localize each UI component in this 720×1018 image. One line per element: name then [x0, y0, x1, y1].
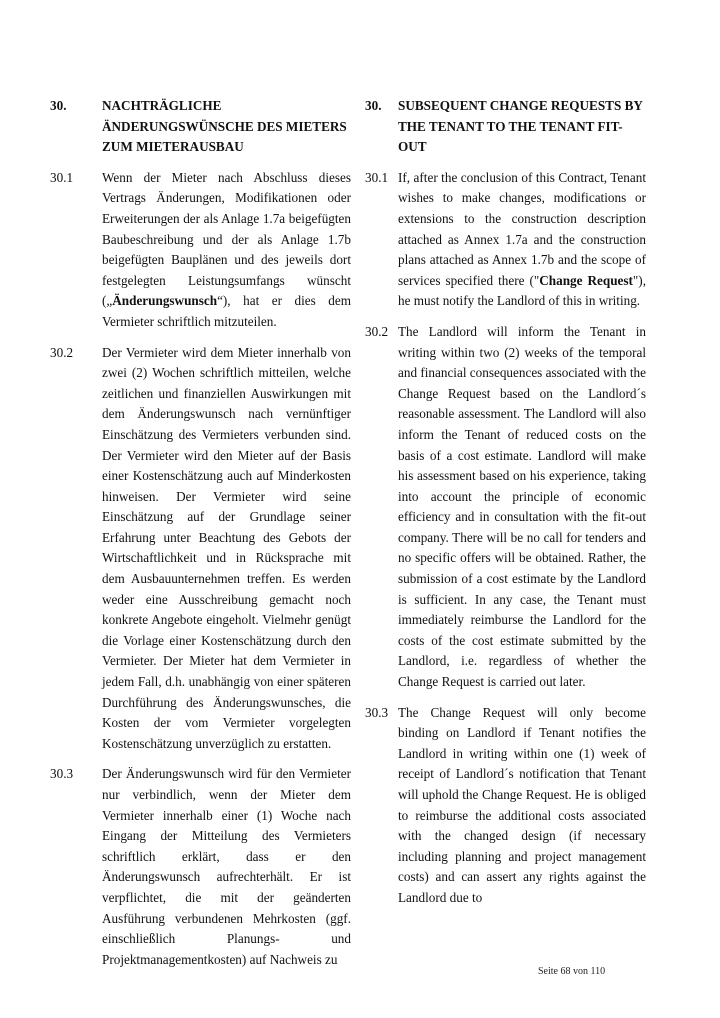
clause-30-2-en	[365, 322, 646, 693]
clause-text-part: "), he must notify the Landlord of this in writing.	[398, 272, 646, 309]
english-column	[365, 96, 646, 919]
section-title: SUBSEQUENT CHANGE REQUESTS BY THE TENANT TO THE TENANT FIT-OUT	[398, 98, 643, 155]
section-number: 30.	[365, 98, 382, 113]
clause-30-1-de	[50, 168, 351, 333]
clause-number: 30.1	[365, 169, 389, 185]
clause-30-2-de	[50, 343, 351, 755]
clause-text	[398, 168, 646, 312]
page-number: Seite 68 von 110	[538, 966, 606, 977]
section-title: NACHTRÄGLICHE ÄNDERUNGSWÜNSCHE DES MIETERS ZUM MIETERAUSBAU	[102, 98, 347, 155]
clause-30-3-en	[365, 703, 646, 909]
clause-number: 30.3	[365, 704, 389, 720]
clause-text	[102, 168, 351, 333]
clause-30-3-de	[50, 764, 351, 970]
clause-text-part: “), hat er dies dem Vermieter schriftlich mitzuteilen.	[102, 293, 351, 329]
clause-text: The Change Request will only become binding on Landlord if Tenant notifies the Landlord in writing within one (1) week of receipt of Landlord´s notification that Tenant will uphold the Change Request. He is obliged to reimburse the additional costs associated with the changed design (if necessary including planning and project management costs) and can assert any rights against the Landlord due to	[398, 704, 646, 905]
clause-number: 30.2	[50, 344, 74, 360]
clause-30-1-en	[365, 168, 646, 312]
section-number: 30.	[50, 98, 67, 113]
section-heading-de	[50, 96, 351, 158]
clause-number: 30.1	[50, 169, 74, 185]
german-column	[50, 96, 351, 980]
defined-term: Änderungswunsch	[112, 293, 218, 309]
defined-term: Change Request	[539, 272, 633, 288]
clause-text-part: Wenn der Mieter nach Abschluss dieses Vertrags Änderungen, Modifikationen oder Erweiterungen der als Anlage 1.7a beigefügten Baubeschreibung und der als Anlage 1.7b beigefügten Bauplänen und des jeweils dort festgelegten Leistungsumfangs wünscht („	[102, 169, 351, 309]
clause-text: Der Änderungswunsch wird für den Vermieter nur verbindlich, wenn der Mieter dem Vermieter innerhalb einer (1) Woche nach Eingang der Mitteilung des Vermieters schriftlich erklärt, dass er den Änderungswunsch aufrechterhält. Er ist verpflichtet, die mit der geänderten Ausführung verbundenen Mehrkosten (ggf. einschließlich Planungs- und Projektmanagementkosten) auf Nachweis zu	[102, 766, 351, 967]
clause-text: Der Vermieter wird dem Mieter innerhalb von zwei (2) Wochen schriftlich mitteilen, welche zeitlichen und finanziellen Auswirkungen mit dem Änderungswunsch nach vernünftiger Einschätzung des Vermieters verbunden sind. Der Vermieter wird den Mieter auf der Basis einer Kostenschätzung auch auf Minderkosten hinweisen. Der Vermieter wird seine Einschätzung auf der Grundlage seiner Erfahrung unter Beachtung des Gebots der Wirtschaftlichkeit und in Rücksprache mit dem Ausbauunternehmen treffen. Es werden weder eine Ausschreibung gemacht noch konkrete Angebote eingeholt. Vielmehr genügt die Vorlage einer Kostenschätzung durch den Vermieter. Der Mieter hat dem Vermieter in jedem Fall, d.h. unabhängig von einer späteren Durchführung des Änderungswunsches, die Kosten der vom Vermieter vorgelegten Kostenschätzung unverzüglich zu erstatten.	[102, 344, 351, 751]
clause-number: 30.3	[50, 766, 74, 782]
clause-text: The Landlord will inform the Tenant in writing within two (2) weeks of the temporal and financial consequences associated with the Change Request based on the Landlord´s reasonable assessment. The Landlord will also inform the Tenant of reduced costs on the basis of a cost estimate. Landlord will make his assessment based on his experience, taking into account the principle of economic efficiency and in consultation with the fit-out company. There will be no call for tenders and no specific offers will be obtained. Rather, the submission of a cost estimate by the Landlord is sufficient. In any case, the Tenant must immediately reimburse the Landlord for the costs of the cost estimate submitted by the Landlord, i.e. regardless of whether the Change Request is carried out later.	[398, 323, 646, 690]
clause-number: 30.2	[365, 323, 389, 339]
clause-text-part: If, after the conclusion of this Contract, Tenant wishes to make changes, modifications or extensions to the construction description attached as Annex 1.7a and the construction plans attached as Annex 1.7b and the scope of services specified there ("	[398, 169, 646, 288]
section-heading-en	[365, 96, 646, 158]
